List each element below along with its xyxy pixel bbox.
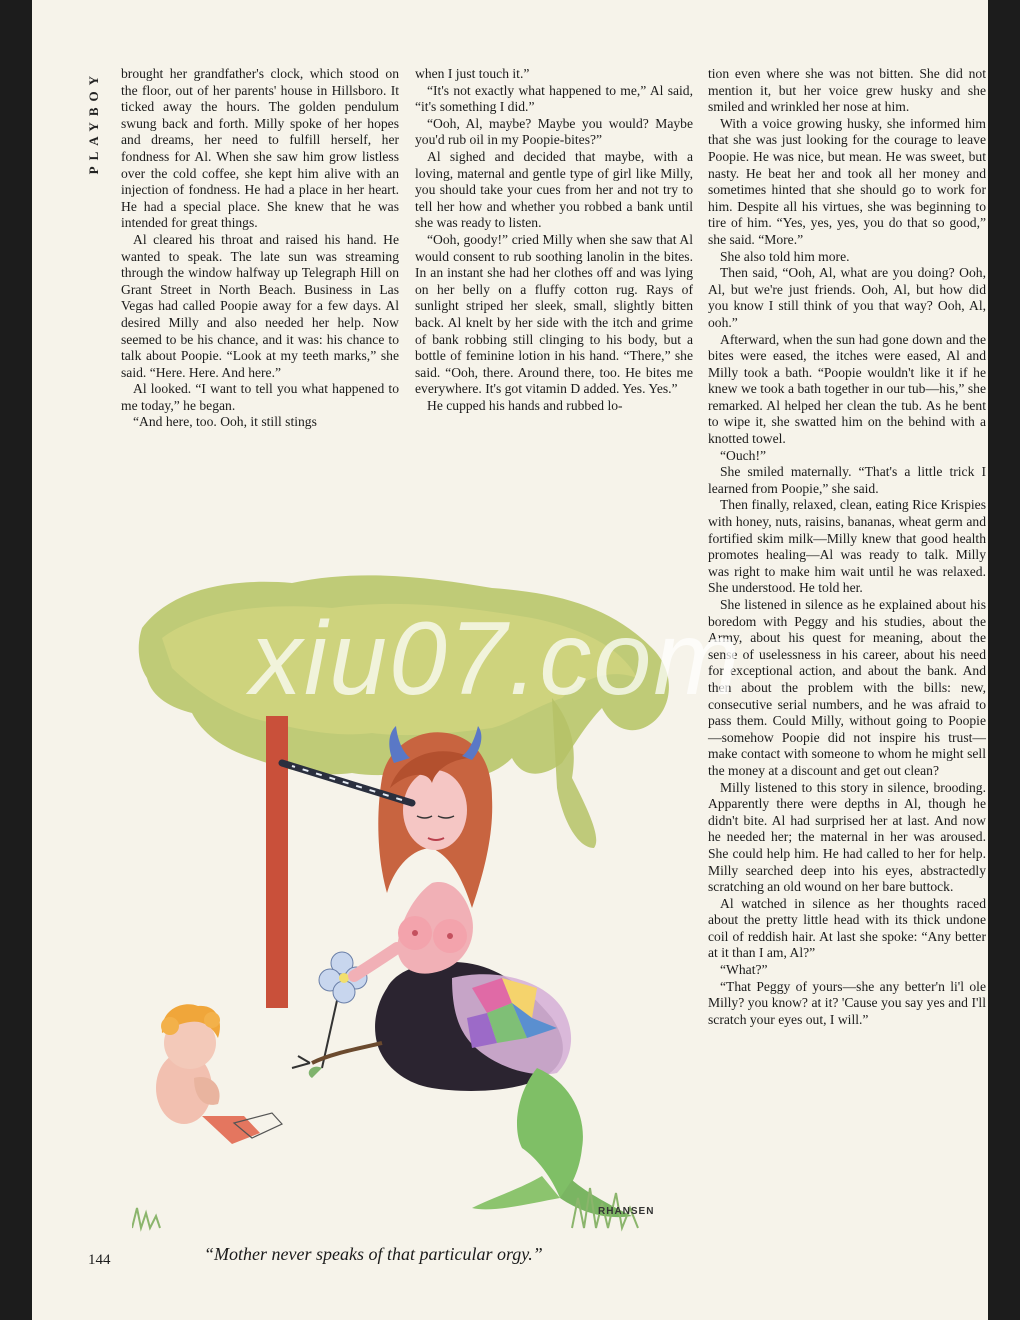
paragraph: He cupped his hands and rubbed lo-	[427, 397, 623, 413]
paragraph: With a voice growing husky, she informed him that she was just looking for the courage to leave Poopie. He was nice, but mean. He was sweet, but nasty. He beat her and took all her money and sometimes hinted that she should go to work for him. Despite all his virtues, she was beginning to tire of him. “Yes, yes, yes, you do that so good,” she said. “More.”	[708, 115, 986, 247]
paragraph: Afterward, when the sun had gone down and the bites were eased, the itches were eased, Al and Milly took a bath. “Poopie wouldn't like it if he knew we took a bath together in our tub—his,” she remarked. Al helped her clean the tub. As he bent to wipe it, she swatted him on the behind with a knotted towel.	[708, 331, 986, 447]
paragraph: Then finally, relaxed, clean, eating Rice Krispies with honey, nuts, raisins, bananas, wheat germ and fortified skim milk—Milly knew that good health promotes healing—Al was ready to talk. Milly was right to make him wait until he was relaxed. She understood. He told her.	[708, 497, 986, 596]
paragraph: when I just touch it.”	[415, 66, 530, 81]
cartoon-caption: “Mother never speaks of that particular orgy.”	[204, 1244, 543, 1264]
paragraph: Milly listened to this story in silence, brooding. Apparently there were depths in Al, though he didn't bite. Al had surprised her at last. And now he needed her; the maternal in her was aroused. She could help him. He had called to her for help. Milly searched deep into his eyes, abstractedly scratching an old wound on her bare buttock.	[708, 779, 986, 895]
magazine-runner: PLAYBOY	[86, 70, 101, 175]
paragraph: She also told him more.	[720, 248, 850, 264]
page-number: 144	[88, 1252, 111, 1268]
text-column-2	[415, 66, 693, 414]
text-column-3	[708, 66, 986, 1028]
text-column-1	[121, 66, 399, 431]
paragraph: “Ouch!”	[720, 447, 767, 463]
paragraph: Then said, “Ooh, Al, what are you doing? Ooh, Al, but we're just friends. Ooh, Al, but how did you know I still think of you that way? Ooh, Al, ooh.”	[708, 265, 986, 330]
watermark: xiu07.com	[250, 601, 742, 717]
paragraph: “Ooh, Al, maybe? Maybe you would? Maybe you'd rub oil in my Poopie-bites?”	[415, 115, 693, 148]
paragraph: “And here, too. Ooh, it still stings	[133, 414, 317, 430]
paragraph: “What?”	[720, 962, 768, 978]
paragraph: tion even where she was not bitten. She did not mention it, but her voice grew husky and she smiled and wrinkled her nose at him.	[708, 66, 986, 115]
paragraph: “It's not exactly what happened to me,” Al said, “it's something I did.”	[415, 82, 693, 115]
cartoon-drawing	[132, 548, 692, 1238]
paragraph: Al looked. “I want to tell you what happened to me today,” he began.	[121, 381, 399, 413]
magazine-page	[32, 0, 988, 1320]
paragraph: She smiled maternally. “That's a little trick I learned from Poopie,” she said.	[708, 464, 986, 496]
cartoon-illustration	[132, 548, 692, 1238]
paragraph: Al sighed and decided that maybe, with a loving, maternal and gentle type of girl like Milly, you should take your cues from her and not try to tell her how and whether you robbed a bank until she was ready to listen.	[415, 148, 693, 231]
paragraph: “Ooh, goody!” cried Milly when she saw that Al would consent to rub soothing lanolin in the bites. In an instant she had her clothes off and was lying on her belly on a fluffy cotton rug. Rays of sunlight striped her sleek, small, slightly bitten back. Al knelt by her side with the itch and grime of bank robbing still clinging to his body, but a bottle of feminine lotion in his hand. “There,” she said. “Ooh, there. Around there, too. He bites me everywhere. It's got vitamin D added. Yes. Yes.”	[415, 231, 693, 397]
paragraph: brought her grandfather's clock, which stood on the floor, out of her parents' house in Hillsboro. It ticked away the hours. The golden pendulum swung back and forth. Milly spoke of her hopes and dreams, her need to fulfill herself, her fondness for Al. When she saw him grow listless over the cold coffee, she kept him alive with an injection of fondness. He had a place in her heart. He had a special place. She knew that he was intended for great things.	[121, 66, 399, 231]
paragraph: Al watched in silence as her thoughts raced about the pretty little head with its thick undone coil of reddish hair. At last she spoke: “Any better at it than I am, Al?”	[708, 895, 986, 961]
tree-trunk	[266, 716, 288, 1008]
paragraph: She listened in silence as he explained about his boredom with Peggy and his studies, about the Army, about his quest for meaning, about the sense of uselessness in his career, about his need for exceptional action, and about the bank. And then about the problem with the bills: new, consecutive serial numbers, and he was afraid to pass them. Could Milly, without going to Poopie—somehow Poopie did not inspire his trust—make contact with someone to whom he might sell the money at a discount and get out clean?	[708, 597, 986, 778]
paragraph: Al cleared his throat and raised his hand. He wanted to speak. The late sun was streaming through the window halfway up Telegraph Hill on Grant Street in North Beach. Business in Las Vegas had called Poopie away for a few days. Al desired Milly and also needed her help. Now seemed to be his chance, and it was: his chance to talk about Poopie. “Look at my teeth marks,” she said. “Here. Here. And here.”	[121, 231, 399, 380]
paragraph: “That Peggy of yours—she any better'n li'l ole Milly? you know? at it? 'Cause you say yes and I'll scratch your eyes out, I will.”	[708, 978, 986, 1027]
child-figure	[156, 1004, 282, 1144]
artist-signature: RHANSEN	[598, 1206, 655, 1217]
